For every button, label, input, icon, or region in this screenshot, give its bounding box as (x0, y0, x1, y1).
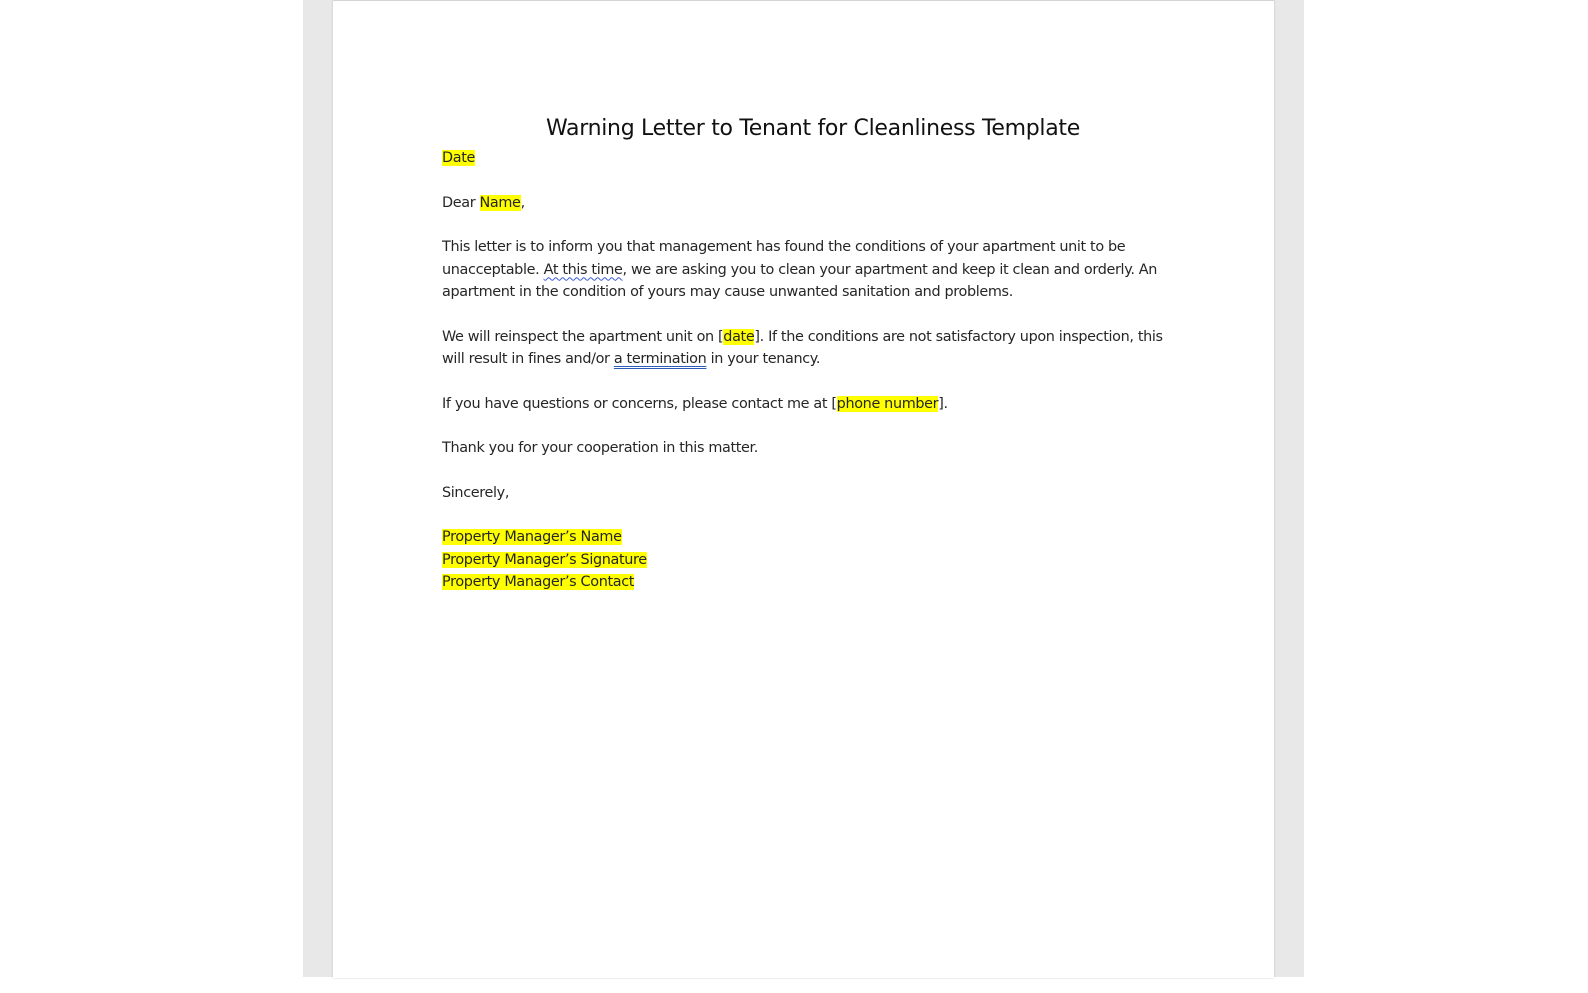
reinspect-date-placeholder: date (723, 328, 755, 345)
salutation-suffix: , (520, 194, 525, 211)
para3-text-b: ]. (938, 395, 948, 412)
document-viewer (303, 0, 1304, 977)
document-page[interactable] (333, 0, 1274, 978)
signature-name: Property Manager’s Name (442, 529, 622, 545)
date-placeholder: Date (442, 150, 475, 166)
signature-contact: Property Manager’s Contact (442, 574, 635, 590)
paragraph-2 (442, 326, 1172, 371)
paragraph-4: Thank you for your cooperation in this matter. (442, 440, 759, 456)
para3-text-a: If you have questions or concerns, please contact me at [ (442, 395, 837, 412)
signature-block (442, 526, 1172, 594)
salutation-name: Name (479, 194, 521, 211)
grammar-flag[interactable]: At this time (543, 261, 623, 278)
page-title: Warning Letter to Tenant for Cleanliness Template (546, 116, 1080, 141)
para1-text-b: , we are asking you to clean your apartment and keep it clean and orderly. An apartment in the condition of yours may cause unwanted sanitation and problems. (442, 261, 1158, 300)
letter-body (442, 111, 1172, 594)
grammar-flag[interactable]: a termination (613, 351, 707, 367)
signature-sig: Property Manager’s Signature (442, 551, 647, 568)
para1-text-a: This letter is to inform you that management has found the conditions of your apartment unit to be unacceptable. (442, 239, 1126, 278)
salutation (442, 192, 1172, 215)
closing: Sincerely, (442, 484, 510, 501)
para2-text-b: ]. If the conditions are not satisfactory upon inspection, this will result in fines and/or (442, 328, 1163, 367)
paragraph-1 (442, 236, 1172, 304)
date-line (442, 147, 1172, 170)
paragraph-3 (442, 393, 1172, 416)
para2-text-c: in your tenancy. (706, 351, 821, 367)
phone-placeholder: phone number (836, 395, 939, 412)
salutation-prefix: Dear (442, 194, 480, 211)
para2-text-a: We will reinspect the apartment unit on [ (442, 328, 724, 345)
